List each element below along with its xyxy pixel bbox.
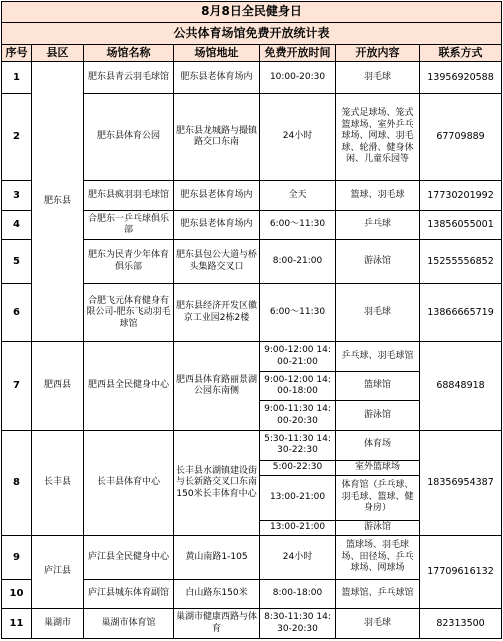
open-time: 5:30-11:30 14:30-22:30 [260, 430, 336, 460]
title-line-2: 公共体育场馆免费开放统计表 [2, 23, 502, 44]
open-content: 游泳馆 [336, 520, 420, 535]
venue-address: 巢湖市健康西路与体育 [174, 609, 260, 639]
contact-phone: 68848918 [420, 342, 502, 431]
row-no: 1 [2, 62, 32, 94]
open-content: 游泳馆 [336, 240, 420, 284]
venue-address: 长丰县水湖镇建设街与长新路交叉口东南150米长丰体育中心 [174, 430, 260, 535]
open-time: 8:30-11:30 14:30-20:30 [260, 609, 336, 639]
venue-name: 庐江县城东体育副馆 [84, 579, 174, 609]
venue-name: 肥东县体育公园 [84, 93, 174, 181]
open-content: 羽毛球 [336, 609, 420, 639]
open-content: 羽毛球 [336, 284, 420, 342]
table-row [2, 535, 502, 579]
contact-phone: 67709889 [420, 93, 502, 181]
venue-name: 合肥东一乒乓球俱乐部 [84, 210, 174, 240]
row-no: 6 [2, 284, 32, 342]
open-time: 9:00-11:30 14:00-20:30 [260, 401, 336, 431]
open-time: 24小时 [260, 93, 336, 181]
open-time: 9:00-12:00 14:00-18:00 [260, 371, 336, 401]
contact-phone: 13856055001 [420, 210, 502, 240]
venue-address: 肥东县老体育场内 [174, 62, 260, 94]
row-no: 3 [2, 181, 32, 211]
contact-phone: 13866665719 [420, 284, 502, 342]
open-time: 全天 [260, 181, 336, 211]
contact-phone: 17730201992 [420, 181, 502, 211]
venue-address: 黄山南路1-105 [174, 535, 260, 579]
county-cell: 巢湖市 [32, 609, 84, 639]
open-content: 篮球馆、乒乓球馆 [336, 579, 420, 609]
open-content: 体育馆（乒乓球、羽毛球、篮球、健身房） [336, 475, 420, 520]
venue-address: 肥东县老体育场内 [174, 210, 260, 240]
row-no: 5 [2, 240, 32, 284]
open-content: 乒乓球、羽毛球馆 [336, 342, 420, 372]
venue-address: 肥东县经济开发区徽京工业园2栋2楼 [174, 284, 260, 342]
contact-phone: 13956920588 [420, 62, 502, 94]
open-content: 体育场 [336, 430, 420, 460]
header-contact: 联系方式 [420, 44, 502, 61]
venue-name: 肥东县青云羽毛球馆 [84, 62, 174, 94]
fitness-venues-table [1, 1, 502, 639]
header-venue-name: 场馆名称 [84, 44, 174, 61]
open-content: 室外篮球场 [336, 460, 420, 475]
open-content: 篮球馆 [336, 371, 420, 401]
table-row [2, 342, 502, 372]
open-time: 13:00-21:00 [260, 520, 336, 535]
open-content: 乒乓球 [336, 210, 420, 240]
venue-name: 庐江县全民健身中心 [84, 535, 174, 579]
open-time: 10:00-20:30 [260, 62, 336, 94]
title-line-1: 8月8日全民健身日 [2, 2, 502, 23]
open-time: 13:00-21:00 [260, 475, 336, 520]
row-no: 8 [2, 430, 32, 535]
county-cell: 庐江县 [32, 535, 84, 608]
row-no: 10 [2, 579, 32, 609]
contact-phone: 15255556852 [420, 240, 502, 284]
venue-name: 肥西县全民健身中心 [84, 342, 174, 431]
open-time: 24小时 [260, 535, 336, 579]
header-county: 县区 [32, 44, 84, 61]
venue-address: 白山路东150米 [174, 579, 260, 609]
header-content: 开放内容 [336, 44, 420, 61]
venue-name: 肥东县疯羽羽毛球馆 [84, 181, 174, 211]
row-no: 7 [2, 342, 32, 431]
row-no: 11 [2, 609, 32, 639]
table-row [2, 62, 502, 94]
contact-phone: 18356954387 [420, 430, 502, 535]
venue-address: 肥西县体育路丽景湖公园东南侧 [174, 342, 260, 431]
venue-name: 长丰县体育中心 [84, 430, 174, 535]
header-venue-address: 场馆地址 [174, 44, 260, 61]
header-no: 序号 [2, 44, 32, 61]
county-cell: 长丰县 [32, 430, 84, 535]
header-free-hours: 免费开放时间 [260, 44, 336, 61]
row-no: 9 [2, 535, 32, 579]
venue-address: 肥东县龙城路与撮镇路交口东南 [174, 93, 260, 181]
open-time: 9:00-12:00 14:00-21:00 [260, 342, 336, 372]
venue-name: 肥东为民青少年体育俱乐部 [84, 240, 174, 284]
open-time: 8:00-18:00 [260, 579, 336, 609]
open-time: 6:00～11:30 [260, 210, 336, 240]
open-time: 8:00-21:00 [260, 240, 336, 284]
county-cell: 肥西县 [32, 342, 84, 431]
contact-phone: 82313500 [420, 609, 502, 639]
venue-address: 肥东县老体育场内 [174, 181, 260, 211]
contact-phone: 17709616132 [420, 535, 502, 608]
open-time: 5:00-22:30 [260, 460, 336, 475]
open-content: 篮球、羽毛球 [336, 181, 420, 211]
county-cell: 肥东县 [32, 62, 84, 342]
venue-address: 肥东县包公大道与桥头集路交叉口 [174, 240, 260, 284]
venue-name: 巢湖市体育馆 [84, 609, 174, 639]
table-row [2, 430, 502, 460]
open-time: 6:00～11:30 [260, 284, 336, 342]
open-content: 篮球场、羽毛球场、田径场、乒乓球场、网球场 [336, 535, 420, 579]
row-no: 2 [2, 93, 32, 181]
row-no: 4 [2, 210, 32, 240]
venue-name: 合肥飞元体育健身有限公司-肥东飞动羽毛球馆 [84, 284, 174, 342]
open-content: 游泳馆 [336, 401, 420, 431]
table-row [2, 609, 502, 639]
open-content: 笼式足球场、笼式篮球场、室外乒乓球场、网球、羽毛球、轮滑、健身休闲、儿童乐园等 [336, 93, 420, 181]
open-content: 羽毛球 [336, 62, 420, 94]
